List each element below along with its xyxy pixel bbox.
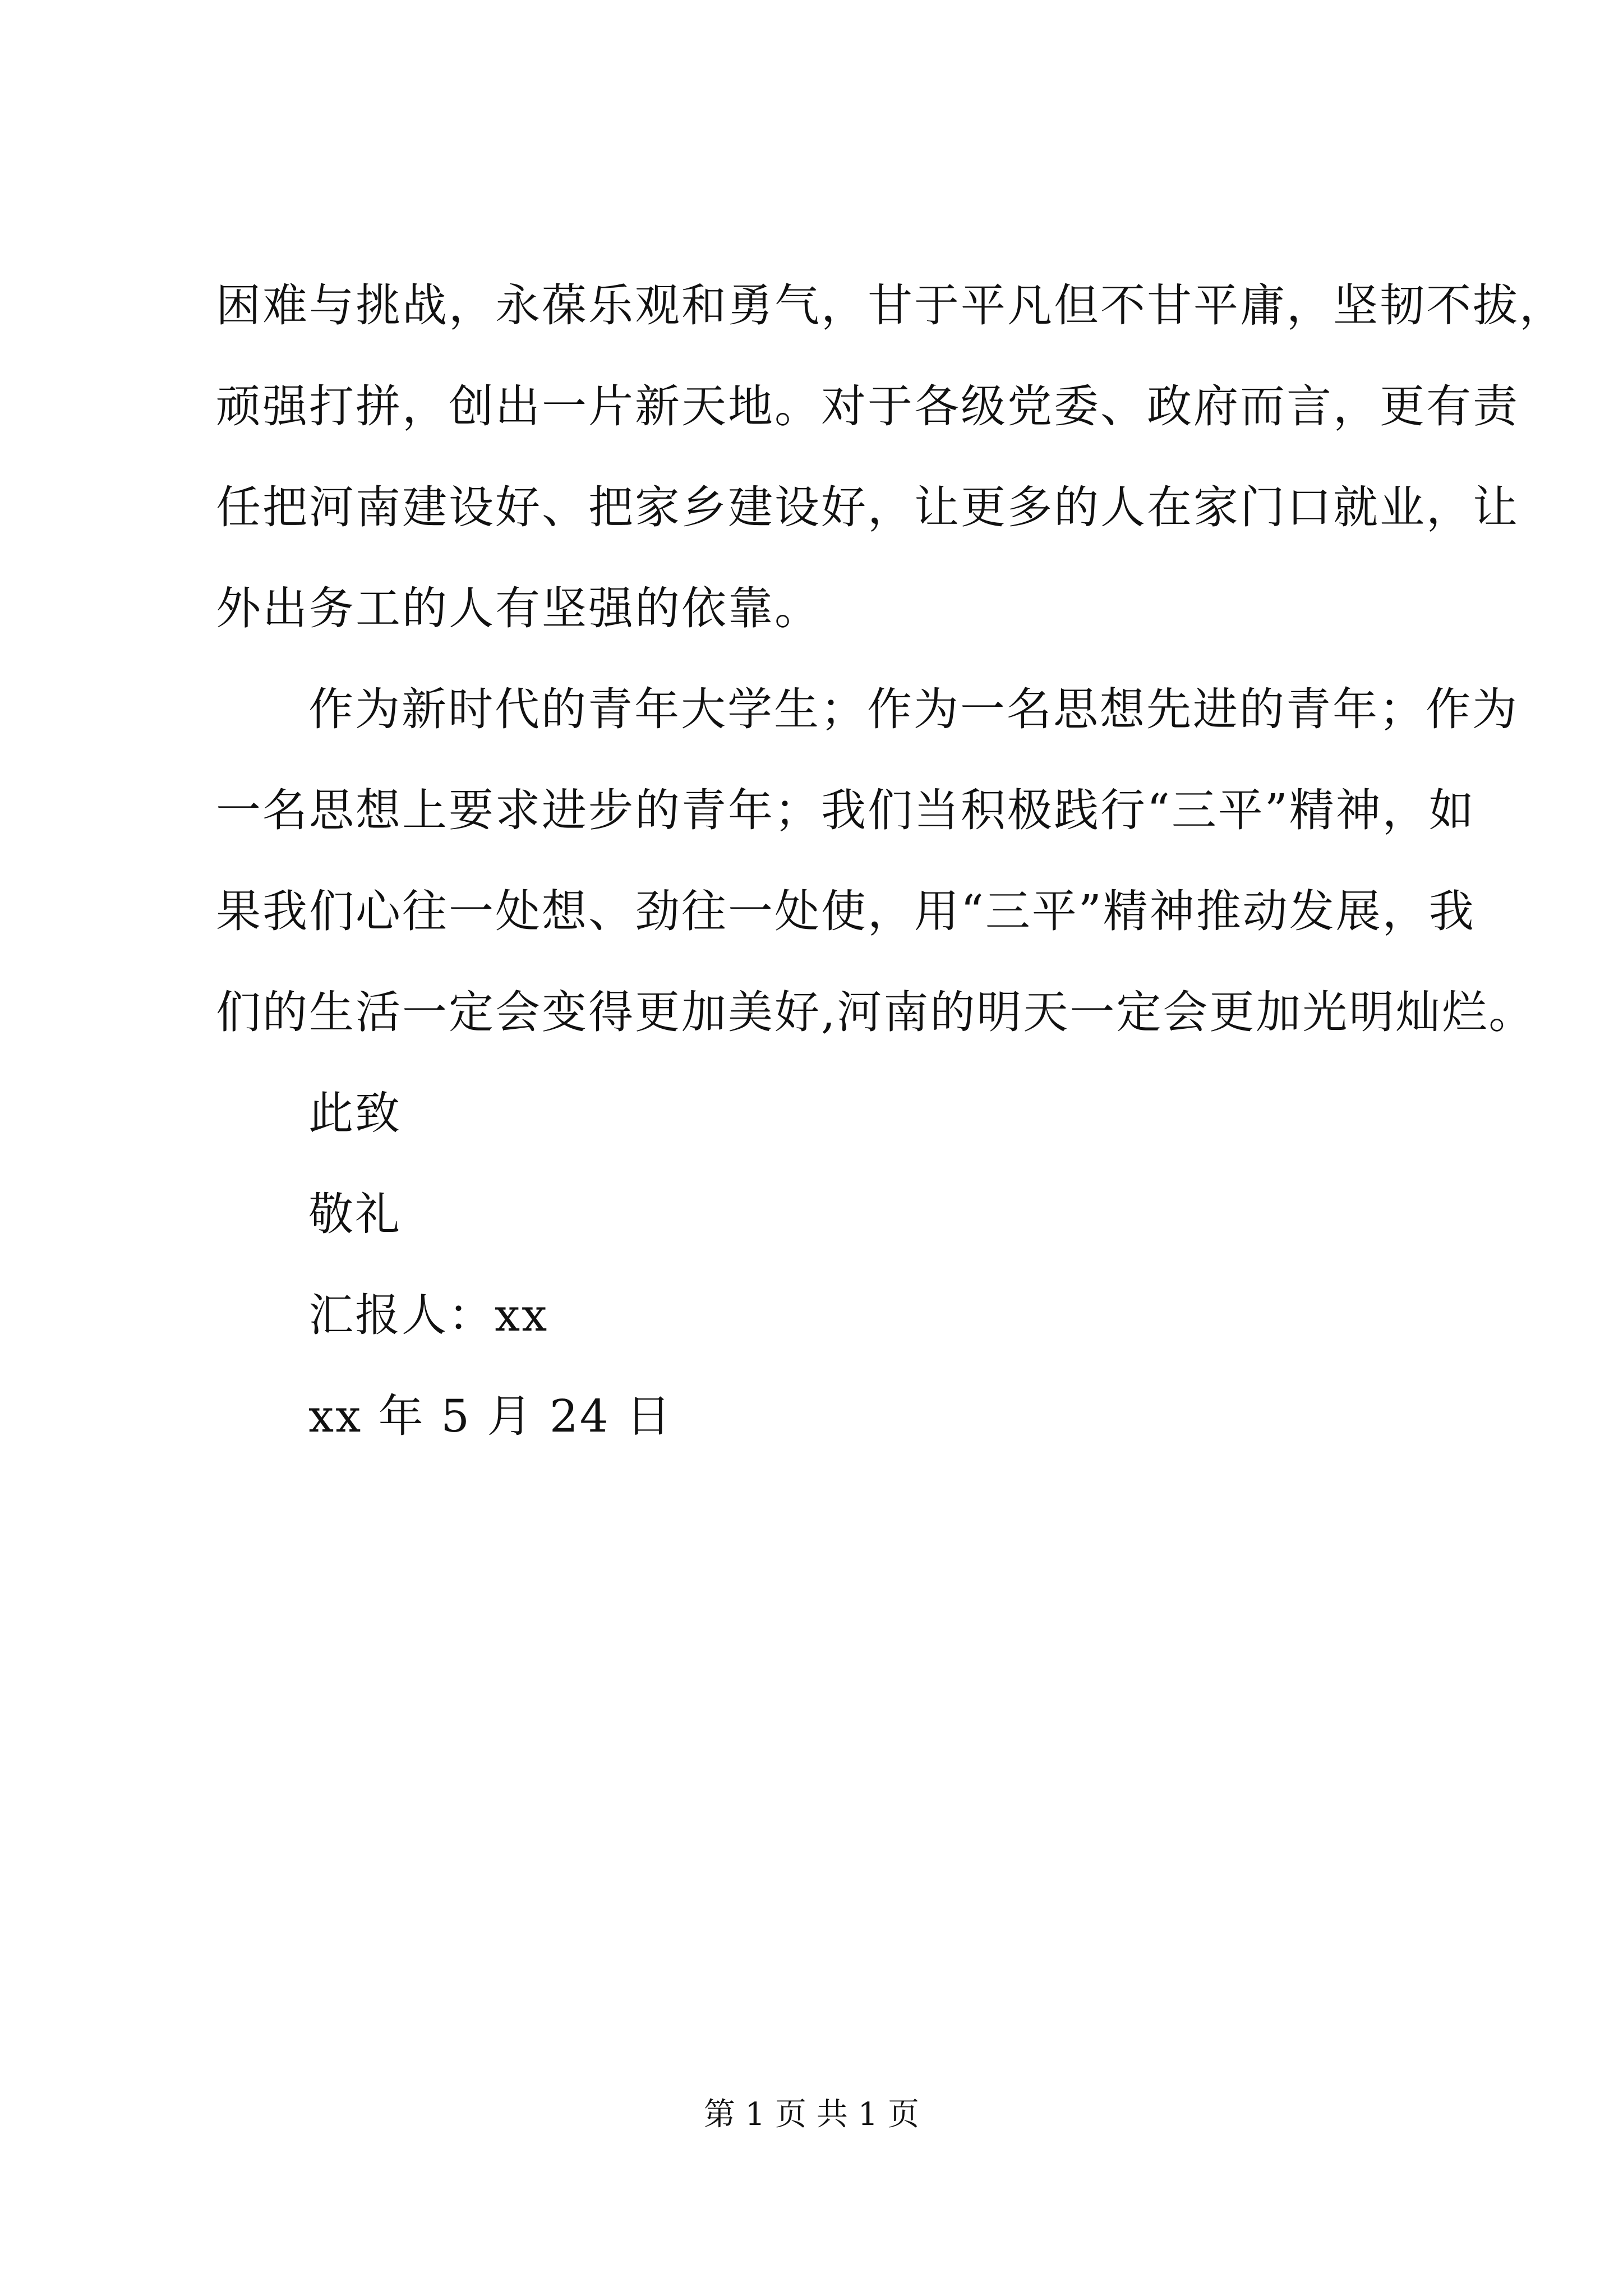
- salutation-jingli: 敬礼: [308, 1188, 402, 1240]
- page-footer: 第 1 页 共 1 页: [703, 2096, 920, 2133]
- paragraph-2-line-2: 一名思想上要求进步的青年；我们当积极践行“三平”精神，如: [216, 784, 1476, 836]
- paragraph-1-line-1: 困难与挑战，永葆乐观和勇气，甘于平凡但不甘平庸，坚韧不拔，: [216, 279, 1566, 332]
- report-date: xx 年 5 月 24 日: [308, 1390, 673, 1442]
- paragraph-1-line-2: 顽强打拼，创出一片新天地。对于各级党委、政府而言，更有责: [216, 380, 1519, 432]
- paragraph-2-line-1: 作为新时代的青年大学生；作为一名思想先进的青年；作为: [308, 683, 1519, 735]
- reporter-signature: 汇报人：xx: [308, 1289, 549, 1341]
- paragraph-1-line-4: 外出务工的人有坚强的依靠。: [216, 582, 821, 634]
- paragraph-1-line-3: 任把河南建设好、把家乡建设好，让更多的人在家门口就业，让: [216, 481, 1519, 533]
- paragraph-2-line-4: 们的生活一定会变得更加美好,河南的明天一定会更加光明灿烂。: [216, 986, 1536, 1038]
- salutation-cizhi: 此致: [308, 1087, 402, 1139]
- document-body: [216, 255, 1566, 1467]
- paragraph-2-line-3: 果我们心往一处想、劲往一处使，用“三平”精神推动发展，我: [216, 885, 1476, 937]
